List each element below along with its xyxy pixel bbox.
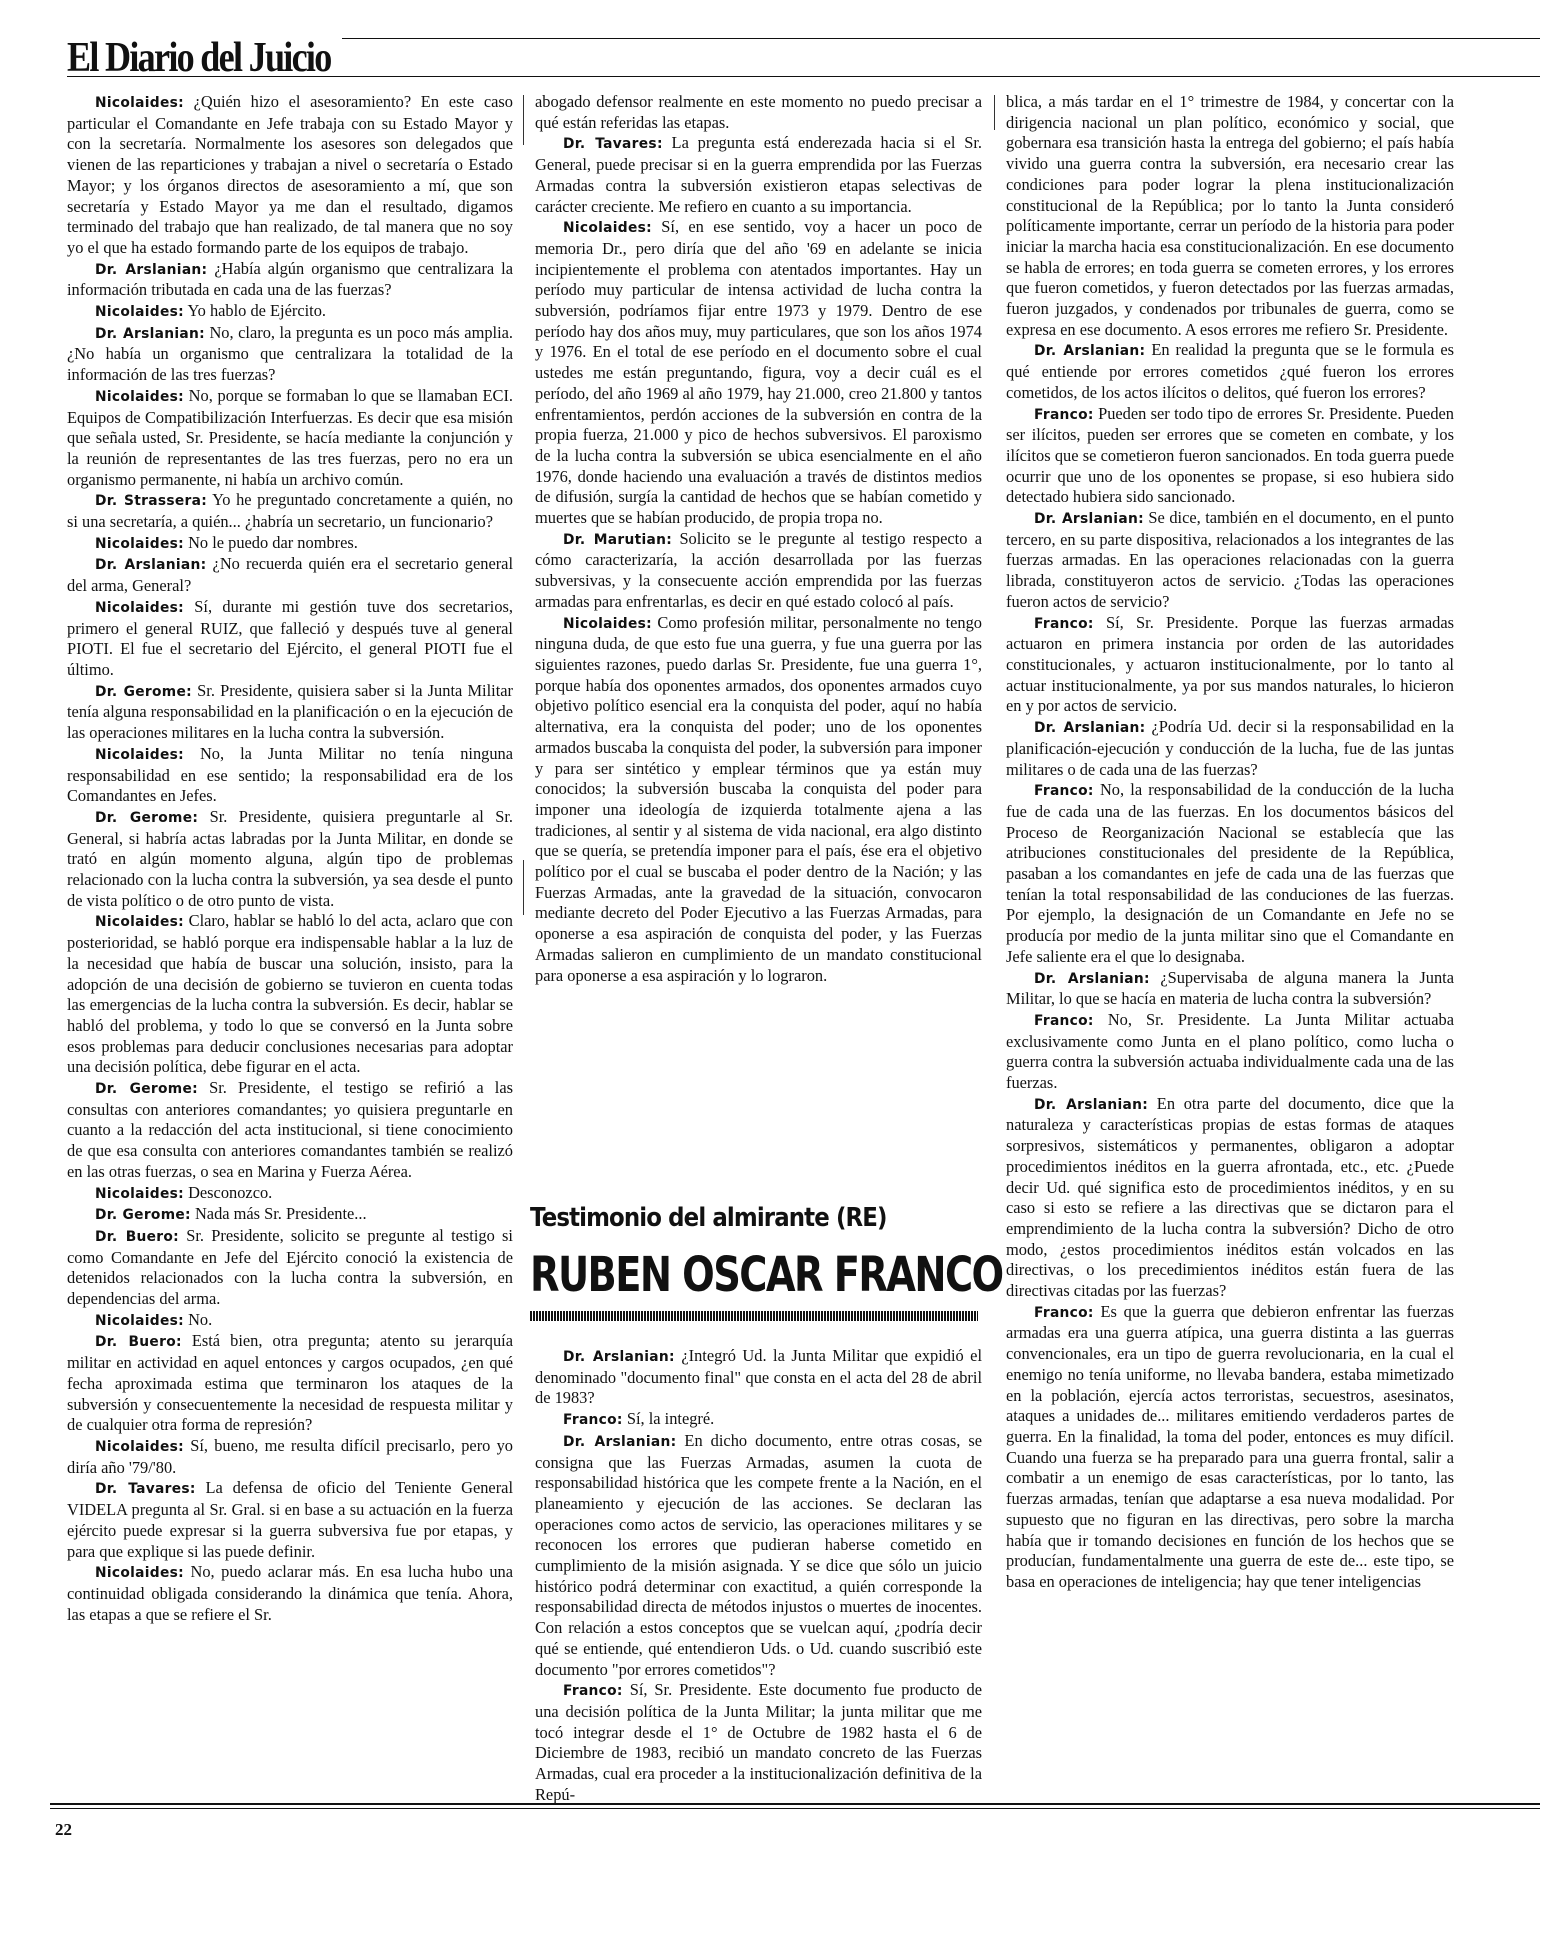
speaker-label: Dr. Gerome: <box>95 683 192 700</box>
paragraph <box>67 807 513 912</box>
paragraph <box>67 533 513 555</box>
paragraph-text: Sí, Sr. Presidente. Porque las fuerzas armadas actuaron en primera instancia por orden de las autoridades constitucionales, y actuaron institucionalmente, por lo tanto al actuar institucionalmente, ya por sus mandos naturales, lo hicieron en y por actos de servicio. <box>1006 612 1454 716</box>
masthead-rule <box>67 76 1540 77</box>
paragraph <box>535 1409 982 1431</box>
paragraph <box>67 911 513 1078</box>
paragraph <box>67 1478 513 1562</box>
speaker-label: Dr. Arslanian: <box>1034 1096 1149 1113</box>
speaker-label: Dr. Tavares: <box>95 1481 196 1498</box>
paragraph-text: Sr. Presidente, quisiera saber si la Junta Militar tenía alguna responsabilidad en la planificación o en la ejecución de las operaciones militares en la lucha contra la subversión. <box>67 680 514 743</box>
speaker-label: Nicolaides: <box>95 1439 184 1455</box>
paragraph <box>535 1346 982 1409</box>
paragraph <box>67 1331 513 1436</box>
speaker-label: Dr. Arslanian: <box>563 1349 675 1365</box>
paragraph-text: No, puedo aclarar más. En esa lucha hubo una continuidad obligada considerando la dinámica que tenía. Ahora, las etapas a que se refiere el Sr. <box>67 1562 513 1624</box>
speaker-label: Nicolaides: <box>95 914 184 931</box>
paragraph-text: Desconozco. <box>183 1182 273 1202</box>
paragraph-text: En realidad la pregunta que se le formula es qué entiende por errores cometidos ¿qué fueron los errores cometidos, de los actos ilícitos o delitos, qué fueron los errores? <box>1006 340 1455 402</box>
paragraph <box>1006 340 1454 403</box>
speaker-label: Nicolaides: <box>95 746 184 763</box>
masthead-rule <box>342 38 1540 39</box>
paragraph <box>1006 508 1454 613</box>
paragraph <box>1006 1010 1454 1094</box>
paragraph-text: ¿Había algún organismo que centralizara la información tributada en cada una de las fuerzas? <box>67 258 514 300</box>
paragraph-text: Sr. Presidente, quisiera preguntarle al Sr. General, si habría actas labradas por la Junta Militar, en donde se trató en algún momento alguna, algún tipo de problemas relacionado con la lucha contra la subversión, ya sea desde el punto de vista político o de otro punto de vista. <box>67 806 513 910</box>
text-column-2-lower <box>535 1346 982 1805</box>
paragraph-text: Pueden ser todo tipo de errores Sr. Presidente. Pueden ser ilícitos, pueden ser errores que se cometen en combate, y los ilícitos que se cometieron fueron sancionados. En toda guerra puede ocurrir que uno de los oponentes se propase, si eso hubiera sido detectado hubiera sido sancionado. <box>1006 403 1454 507</box>
paragraph <box>67 1436 513 1478</box>
paragraph-text: La pregunta está enderezada hacia si el Sr. General, puede precisar si en la guerra emprendida por las Fuerzas Armadas contra la subversión existieron etapas selectivas de carácter creciente. Me refiero en cuanto a su importancia. <box>535 133 982 216</box>
speaker-label: Dr. Marutian: <box>563 531 673 548</box>
speaker-label: Dr. Gerome: <box>95 809 199 826</box>
speaker-label: Nicolaides: <box>95 599 184 616</box>
paragraph-text: Solicito se le pregunte al testigo respecto a cómo caracterizaría, la acción desarrollada por las fuerzas subversivas, y la consecuente acción emprendida por las fuerzas armadas para enfrentarlas, es decir en qué estado colocó al país. <box>535 528 982 611</box>
paragraph <box>1006 780 1454 967</box>
speaker-label: Dr. Arslanian: <box>1034 343 1146 360</box>
paragraph-text: Claro, hablar se habló lo del acta, aclaro que con posterioridad, se habló porque era indispensable hablar a la luz de la necesidad que había de buscar una solución, insisto, para la adopción de una decisión de gobierno se tuvieron en cuenta todas las emergencias de la lucha contra la subversión. Es decir, hablar se habló del problema, y todo lo que se conversó en la Junta sobre esos problemas para deducir conclusiones necesarias para adoptar una decisión política, debe figurar en el acta. <box>67 911 513 1077</box>
speaker-label: Franco: <box>1034 406 1094 423</box>
paragraph-text: Nada más Sr. Presidente... <box>190 1204 367 1224</box>
speaker-label: Nicolaides: <box>95 388 184 405</box>
speaker-label: Dr. Gerome: <box>95 1081 198 1098</box>
page-number: 22 <box>55 1820 72 1839</box>
text-column-2 <box>535 92 982 986</box>
paragraph <box>67 323 513 386</box>
paragraph <box>535 92 982 133</box>
speaker-label: Franco: <box>1034 1012 1094 1029</box>
paragraph-text: Es que la guerra que debieron enfrentar las fuerzas armadas era una guerra atípica, una guerra distinta a las guerras convencionales, era un tipo de guerra revolucionaria, en la cual el enemigo no tenía uniforme, no llevaba bandera, estaba mimetizado en la población, ejercía actos terroristas, secuestros, asesinatos, ataques a unidades de... militares emitiendo verdaderos partes de guerra. En la finalidad, la toma del poder, entonces es muy difícil. Cuando una fuerza se ha preparado para una guerra frontal, salir a combatir a un enemigo de esas características, por lo tanto, las fuerzas armadas, tenían que adaptarse a esa nueva modalidad. Por supuesto que no figuran en las directivas, pero sobre la marcha había que ir tomando decisiones en función de los hechos que se producían, fundamentalmente una guerra de este de... este tipo, se basa en operaciones de inteligencia; hay que tener inteligencias <box>1006 1301 1454 1591</box>
paragraph <box>67 1204 513 1226</box>
paragraph-text: No. <box>183 1309 213 1329</box>
paragraph <box>67 259 513 301</box>
footer-rule <box>50 1803 1540 1805</box>
masthead <box>67 32 1540 80</box>
speaker-label: Dr. Arslanian: <box>95 261 208 278</box>
paragraph <box>1006 1094 1454 1302</box>
paragraph-text: ¿No recuerda quién era el secretario general del arma, General? <box>67 554 514 596</box>
paragraph <box>1006 613 1454 718</box>
speaker-label: Franco: <box>563 1412 623 1429</box>
paragraph-text: ¿Quién hizo el asesoramiento? En este caso particular el Comandante en Jefe trabaja con su Estado Mayor y con la secretaría. Normalmente los asesores son delegados que vienen de las reparticiones y trabajan a nivel o secretaría o Estado Mayor; y los órganos directos de asesoramiento a mí, que son secretaría y Estado Mayor ya me dan el resultado, digamos terminado del trabajo que han realizado, de tal manera que no soy yo el que ha estado formando parte de los equipos de trabajo. <box>67 92 513 257</box>
speaker-label: Nicolaides: <box>563 220 652 237</box>
paragraph <box>67 386 513 491</box>
paragraph <box>535 133 982 217</box>
paragraph <box>67 92 513 259</box>
paragraph-text: ¿Integró Ud. la Junta Militar que expidió el denominado "documento final" que consta en el acta del 28 de abril de 1983? <box>535 1346 983 1408</box>
paragraph-text: No, claro, la pregunta es un poco más amplia. ¿No había un organismo que centralizara la totalidad de la información de las tres fuerzas? <box>67 322 514 385</box>
paragraph <box>1006 404 1454 509</box>
speaker-label: Nicolaides: <box>95 95 184 111</box>
paragraph-text: No le puedo dar nombres. <box>183 532 358 552</box>
paragraph <box>535 529 982 613</box>
speaker-label: Franco: <box>1034 783 1094 800</box>
paragraph <box>535 1431 982 1680</box>
paragraph <box>535 217 982 529</box>
speaker-label: Nicolaides: <box>95 1312 184 1329</box>
headline-hatch-rule <box>530 1311 978 1321</box>
speaker-label: Dr. Arslanian: <box>95 557 207 574</box>
text-column-3 <box>1006 92 1454 1593</box>
text-column-1 <box>67 92 513 1625</box>
paragraph <box>67 1562 513 1625</box>
paragraph <box>67 490 513 532</box>
paragraph <box>67 597 513 681</box>
paragraph <box>535 613 982 987</box>
speaker-label: Dr. Arslanian: <box>95 325 205 342</box>
paragraph <box>1006 1302 1454 1593</box>
speaker-label: Nicolaides: <box>95 535 184 552</box>
paragraph-text: blica, a más tardar en el 1° trimestre de 1984, y concertar con la dirigencia nacional un plan político, económico y social, que gobernara esa transición hasta la entrega del gobierno; el país había vivido una guerra contra la subversión, era necesario crear las condiciones para poder lograr la plena institucionalización constitucional de la República; por lo tanto la Junta consideró políticamente importante, cerrar un período de la historia para poder iniciar la marcha hacia esa constitucionalización. En ese documento se habla de errores; en toda guerra se cometen errores, y los errores que fueron cometidos, y fueron detectados por las fuerzas armadas, fueron juzgados, y condenados por tribunales de guerra, como se expresa en ese documento. A esos errores me refiero Sr. Presidente. <box>1006 92 1454 339</box>
paragraph <box>67 1078 513 1183</box>
speaker-label: Franco: <box>563 1683 623 1700</box>
paragraph-text: La defensa de oficio del Teniente General VIDELA pregunta al Sr. Gral. si en base a su actuación en la fuerza ejército puede expresar si la guerra subversiva fue por etapas, y para que explique si las puede definir. <box>67 1478 513 1561</box>
masthead-title: El Diario del Juicio <box>67 35 331 81</box>
paragraph-text: No, porque se formaban lo que se llamaban ECI. Equipos de Compatibilización Interfuerzas. Es decir que esa misión que señala usted, Sr. Presidente, se hacía mediante la conjunción y la reunión de representantes de las tres fuerzas, pero no era un organismo permanente, ni había un archivo común. <box>67 385 513 489</box>
paragraph-text: Está bien, otra pregunta; atento su jerarquía militar en actividad en aquel entonces y cargos ocupados, ¿en qué fecha aproximada estima que terminaron los ataques de la subversión y consecuentemente la necesidad de respuesta militar y de cualquier otra forma de represión? <box>67 1331 513 1435</box>
paragraph <box>67 744 513 807</box>
paragraph <box>67 1310 513 1332</box>
speaker-label: Franco: <box>1034 615 1094 632</box>
headline-title: RUBEN OSCAR FRANCO <box>530 1247 1003 1303</box>
speaker-label: Dr. Buero: <box>95 1228 179 1245</box>
paragraph-text: Sí, en ese sentido, voy a hacer un poco de memoria Dr., pero diría que del año '69 en adelante se inicia incipientemente el problema con atentados importantes. Hay un período muy particular de intensa actividad de lucha contra la subversión, podríamos fijar entre 1973 y 1979. Dentro de ese período hay dos años muy, muy particulares, que son los años 1974 y 1976. En el total de ese período en el documento sobre el cual ustedes me están preguntando, figura, voy a decir cuál es el período, del año 1969 al año 1979, hay 21.000, creo 21.800 y tantos enfrentamientos, perdón acciones de la subversión en contra de la propia fuerza, 21.000 y pico de hechos subversivos. El paroxismo de la lucha contra la subversión se ubica esencialmente en el año 1976, donde haciendo una evaluación a través de distintos medios de difusión, surgía la cantidad de hechos que se habían cometido y muertes que se habían producido, de propia tropa no. <box>535 217 982 528</box>
speaker-label: Nicolaides: <box>95 1185 184 1202</box>
paragraph-text: Como profesión militar, personalmente no tengo ninguna duda, de que esto fue una guerra, y fue una guerra por las siguientes razones, puedo darlas Sr. Presidente, fue una guerra 1°, porque había dos oponentes armados, dos oponentes armados cuyo objetivo político esencial era la conquista del poder, aquí no había alternativa, era la conquista del poder; uno de los oponentes armados buscaba la conquista del poder, la subversión para imponer y para ser sintético y emplear términos que ya están muy conocidos; la subversión buscaba la conquista del poder para imponer una ideología de izquierda totalmente ajena a las tradiciones, al sentir y al sistema de vida nacional, era algo distinto que se quería, se pretendía imponer para el país, ése era el objetivo político por el cual se buscaba el poder dentro de la Nación; y las Fuerzas Armadas, ante la gravedad de la situación, convocaron mediante decreto del Poder Ejecutivo a las Fuerzas Armadas, para oponerse a esa aspiración de conquista del poder, y las Fuerzas Armadas salieron en cumplimiento de un mandato constitucional para oponerse a esa aspiración y lo lograron. <box>535 612 982 985</box>
column-divider <box>994 95 995 130</box>
speaker-label: Nicolaides: <box>95 304 184 321</box>
paragraph-text: En dicho documento, entre otras cosas, se consigna que las Fuerzas Armadas, asumen la cuota de responsabilidad histórica que les compete frente a la Nación, en el planeamiento y ejecución de las acciones. Se declaran las operaciones como actos de servicio, las operaciones militares y se reconocen los errores que pudieran haberse cometido en cumplimiento de la misión asignada. Y se dice que sólo un juicio histórico podrá determinar con exactitud, a quién corresponde la responsabilidad directa de métodos injustos o muertes de inocentes. Con relación a estos conceptos que se vuelcan aquí, ¿podría decir qué se entiende, qué entendieron Uds. o Ud. cuando suscribió este documento "por errores cometidos"? <box>535 1430 983 1679</box>
paragraph-text: No, la Junta Militar no tenía ninguna responsabilidad en ese sentido; la responsabilidad era de los Comandantes en Jefes. <box>67 743 513 806</box>
speaker-label: Dr. Arslanian: <box>563 1433 677 1450</box>
footer-rule <box>50 1808 1540 1809</box>
paragraph <box>1006 717 1454 780</box>
paragraph-text: ¿Podría Ud. decir si la responsabilidad en la planificación-ejecución y conducción de la lucha, fue de las juntas militares o de cada una de las fuerzas? <box>1006 717 1454 779</box>
paragraph-text: Sí, bueno, me resulta difícil precisarlo, pero yo diría año '79/'80. <box>67 1436 513 1477</box>
paragraph <box>1006 92 1454 340</box>
paragraph-text: Sr. Presidente, solicito se pregunte al testigo si como Comandante en Jefe del Ejército conoció la existencia de detenidos relacionados con la lucha contra la subversión, en dependencias del arma. <box>67 1225 513 1309</box>
speaker-label: Dr. Tavares: <box>563 136 663 153</box>
paragraph-text: Sí, durante mi gestión tuve dos secretarios, primero el general RUIZ, que falleció y después tuve al general PIOTI. El fue el secretario del Ejército, el general PIOTI fue el último. <box>67 596 513 679</box>
paragraph-text: Sr. Presidente, el testigo se refirió a las consultas con anteriores comandantes; yo quisiera preguntarle en cuanto a la redacción del acta institucional, si tiene conocimiento de que esa consulta con anteriores comandantes también se realizó en las otras fuerzas, o sea en Marina y Fuerza Aérea. <box>67 1078 513 1181</box>
paragraph <box>535 1680 982 1805</box>
paragraph <box>67 301 513 323</box>
speaker-label: Franco: <box>1034 1304 1094 1321</box>
paragraph <box>67 1226 513 1310</box>
paragraph-text: Se dice, también en el documento, en el punto tercero, en su parte dispositiva, relacionados a los integrantes de las fuerzas armadas. En las operaciones relacionadas con la guerra librada, constituyeron actos de servicio. ¿Todas las operaciones fueron actos de servicio? <box>1006 508 1454 611</box>
paragraph <box>1006 968 1454 1010</box>
paragraph-text: No, la responsabilidad de la conducción de la lucha fue de cada una de las fuerzas. En los documentos básicos del Proceso de Reorganización Nacional se establecía que las atribuciones constitucionales del presidente de la República, pasaban a los comandantes en jefe de cada una de las fuerzas que tenían la total responsabilidad de las conduciones de las fuerzas. Por ejemplo, la designación de un Comandante en Jefe no se producía por medio de la junta militar sino que el Comandante en Jefe saliente era el que lo designaba. <box>1006 780 1454 966</box>
paragraph-text: ¿Supervisaba de alguna manera la Junta Militar, lo que se hacía en materia de lucha contra la subversión? <box>1006 967 1454 1009</box>
speaker-label: Dr. Gerome: <box>95 1207 191 1224</box>
speaker-label: Dr. Arslanian: <box>1034 511 1144 528</box>
paragraph-text: Sí, Sr. Presidente. Este documento fue producto de una decisión política de la Junta Militar; la junta militar que me tocó integrar desde el 1° de Octubre de 1982 hasta el 6 de Diciembre de 1983, recibió un mandato concreto de las Fuerzas Armadas, cual era proceder a la institucionalización definitiva de la Repú- <box>535 1680 982 1804</box>
speaker-label: Dr. Strassera: <box>95 493 208 510</box>
paragraph-text: Yo he preguntado concretamente a quién, no si una secretaría, a quién... ¿habría un secretario, un funcionario? <box>67 490 513 532</box>
speaker-label: Nicolaides: <box>95 1565 184 1582</box>
paragraph-text: No, Sr. Presidente. La Junta Militar actuaba exclusivamente como Junta en el plano político, como lucha o guerra contra la subversión actuaba individualmente cada una de las fuerzas. <box>1006 1009 1454 1093</box>
column-divider <box>523 860 524 915</box>
paragraph-text: Yo hablo de Ejército. <box>183 301 327 321</box>
speaker-label: Dr. Arslanian: <box>1034 970 1150 987</box>
speaker-label: Nicolaides: <box>563 615 652 632</box>
headline-kicker: Testimonio del almirante (RE) <box>530 1203 887 1233</box>
paragraph <box>67 554 513 596</box>
paragraph <box>67 681 513 744</box>
column-divider <box>523 95 524 145</box>
paragraph-text: abogado defensor realmente en este momento no puedo precisar a qué están referidas las etapas. <box>535 92 982 132</box>
speaker-label: Dr. Arslanian: <box>1034 720 1146 737</box>
paragraph-text: En otra parte del documento, dice que la naturaleza y características propias de estas formas de ataques sorpresivos, sistemáticos y permanentes, obligaron a adoptar procedimientos inéditos en la guerra afrontada, etc., etc. ¿Puede decir Ud. qué significa esto de procedimientos inéditos, y en su caso si esto se refiere a las directivas que se dictaron para el emprendimiento de la lucha contra la subversión? Dicho de otro modo, ¿estos procedimientos inéditos están volcados en las directivas, o los precedimientos inéditos están fuera de las directivas citadas por las fuerzas? <box>1006 1093 1454 1301</box>
paragraph-text: Sí, la integré. <box>622 1409 715 1429</box>
paragraph <box>67 1183 513 1205</box>
speaker-label: Dr. Buero: <box>95 1334 182 1351</box>
